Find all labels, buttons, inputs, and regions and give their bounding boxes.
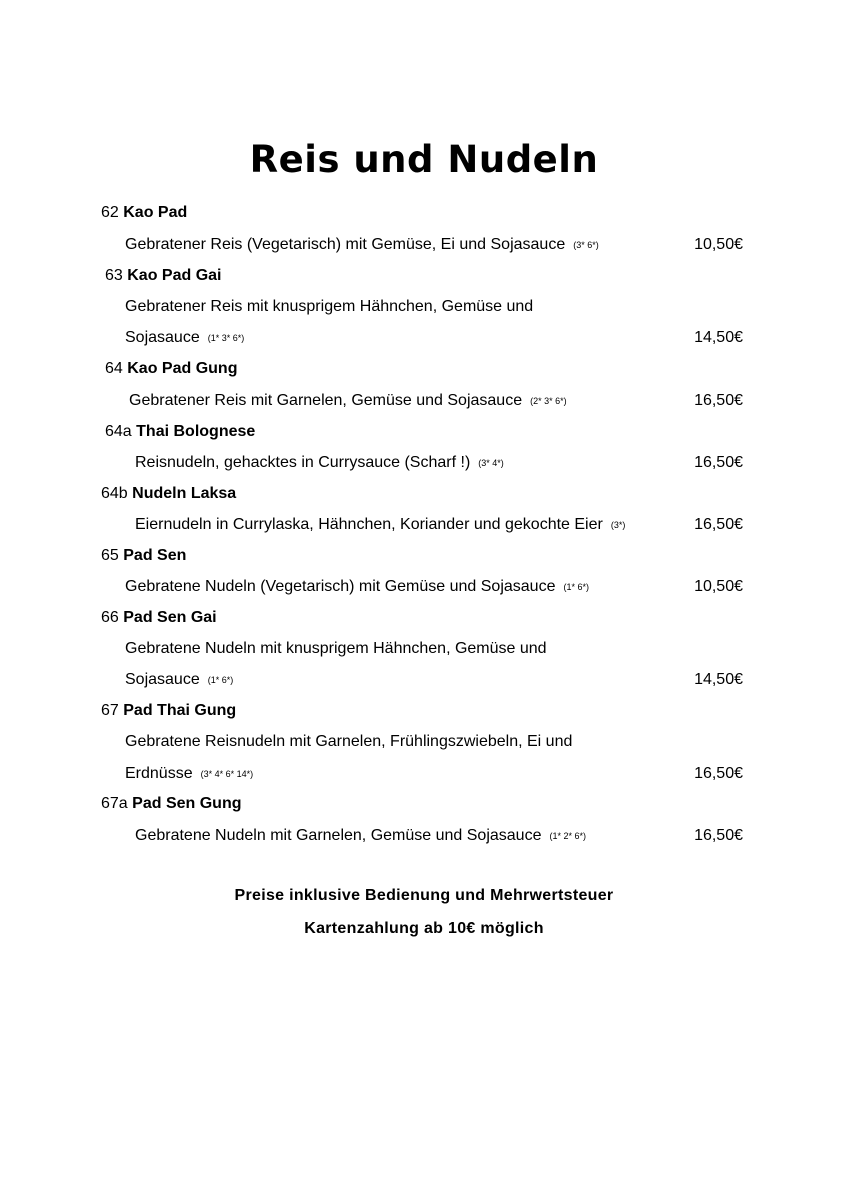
menu-item-description [0, 514, 848, 536]
item-name: Nudeln Laksa [132, 485, 237, 502]
item-description-text [125, 669, 233, 692]
menu-item-heading [0, 700, 848, 722]
item-name: Kao Pad Gai [127, 267, 222, 284]
item-number: 65 [101, 547, 119, 564]
menu-item-description [0, 234, 848, 256]
item-price: 10,50€ [694, 578, 743, 595]
menu-item-heading [0, 607, 848, 629]
item-description-words: Sojasauce [125, 329, 200, 346]
footer-note-payment: Kartenzahlung ab 10€ möglich [304, 920, 544, 937]
item-price: 16,50€ [694, 392, 743, 409]
item-number: 64b [101, 485, 128, 502]
item-number: 64 [105, 360, 123, 377]
item-description-text [125, 327, 244, 350]
item-description-words: Eiernudeln in Currylaska, Hähnchen, Koriander und gekochte Eier [135, 516, 603, 533]
menu-item-description [0, 638, 848, 660]
item-heading-text [105, 421, 255, 443]
item-description-words: Gebratener Reis (Vegetarisch) mit Gemüse, Ei und Sojasauce [125, 236, 566, 253]
item-number: 64a [105, 423, 132, 440]
item-description-text [135, 452, 504, 475]
item-description-text: Gebratener Reis mit knusprigem Hähnchen, Gemüse und [125, 298, 534, 315]
menu-item-description-cont [0, 763, 848, 785]
item-description-words: Erdnüsse [125, 765, 193, 782]
menu-item-description [0, 296, 848, 318]
item-description-words: Sojasauce [125, 671, 200, 688]
menu-item-heading [0, 265, 848, 287]
menu-item-heading [0, 421, 848, 443]
item-price: 10,50€ [694, 236, 743, 253]
item-name: Pad Sen Gai [123, 609, 217, 626]
item-name: Thai Bolognese [136, 423, 256, 440]
menu-item-description [0, 390, 848, 412]
item-price: 16,50€ [694, 827, 743, 844]
item-heading-text [101, 607, 217, 629]
item-heading-text [105, 358, 237, 380]
item-description-text [125, 234, 599, 257]
item-name: Kao Pad Gung [127, 360, 238, 377]
item-price: 14,50€ [694, 329, 743, 346]
item-description-text [129, 390, 567, 413]
item-price: 16,50€ [694, 765, 743, 782]
item-number: 63 [105, 267, 123, 284]
item-number: 62 [101, 204, 119, 221]
menu-item-description [0, 731, 848, 753]
item-description-words: Gebratene Nudeln mit Garnelen, Gemüse und Sojasauce [135, 827, 542, 844]
item-allergens: (3* 4*) [478, 458, 504, 468]
item-name: Pad Thai Gung [123, 702, 237, 719]
item-allergens: (3* 6*) [573, 240, 599, 250]
footer-note-prices: Preise inklusive Bedienung und Mehrwertsteuer [234, 887, 614, 904]
item-price: 14,50€ [694, 671, 743, 688]
item-description-words: Gebratener Reis mit Garnelen, Gemüse und Sojasauce [129, 392, 523, 409]
item-allergens: (3* 4* 6* 14*) [200, 769, 254, 779]
item-description-text [135, 514, 625, 537]
menu-item-heading [0, 545, 848, 567]
item-price: 16,50€ [694, 516, 743, 533]
item-allergens: (1* 6*) [207, 675, 234, 685]
item-allergens: (3*) [610, 520, 626, 530]
item-heading-text [101, 700, 236, 722]
item-name: Pad Sen Gung [132, 795, 242, 812]
item-description-text [125, 763, 253, 786]
item-heading-text [101, 202, 187, 224]
item-number: 67 [101, 702, 119, 719]
menu-item-description-cont [0, 327, 848, 349]
item-heading-text [101, 483, 236, 505]
item-description-text [125, 576, 589, 599]
item-description-words: Gebratene Nudeln (Vegetarisch) mit Gemüse und Sojasauce [125, 578, 556, 595]
item-allergens: (2* 3* 6*) [530, 396, 567, 406]
menu-item-description [0, 576, 848, 598]
menu-item-heading [0, 358, 848, 380]
menu-item-description [0, 452, 848, 474]
item-number: 67a [101, 795, 128, 812]
menu-item-heading [0, 483, 848, 505]
page-title: Reis und Nudeln [249, 138, 599, 181]
item-allergens: (1* 6*) [563, 582, 589, 592]
item-name: Kao Pad [123, 204, 188, 221]
item-name: Pad Sen [123, 547, 187, 564]
menu-item-heading [0, 793, 848, 815]
item-description-text [135, 825, 586, 848]
menu-item-heading [0, 202, 848, 224]
item-allergens: (1* 2* 6*) [549, 831, 586, 841]
item-heading-text [101, 545, 186, 567]
item-heading-text [101, 793, 242, 815]
item-description-words: Reisnudeln, gehacktes in Currysauce (Scharf !) [135, 454, 471, 471]
item-description-text: Gebratene Reisnudeln mit Garnelen, Frühlingszwiebeln, Ei und [125, 733, 573, 750]
item-number: 66 [101, 609, 119, 626]
menu-item-description [0, 825, 848, 847]
item-heading-text [105, 265, 222, 287]
menu-item-description-cont [0, 669, 848, 691]
item-allergens: (1* 3* 6*) [207, 333, 245, 343]
item-price: 16,50€ [694, 454, 743, 471]
item-description-text: Gebratene Nudeln mit knusprigem Hähnchen, Gemüse und [125, 640, 547, 657]
